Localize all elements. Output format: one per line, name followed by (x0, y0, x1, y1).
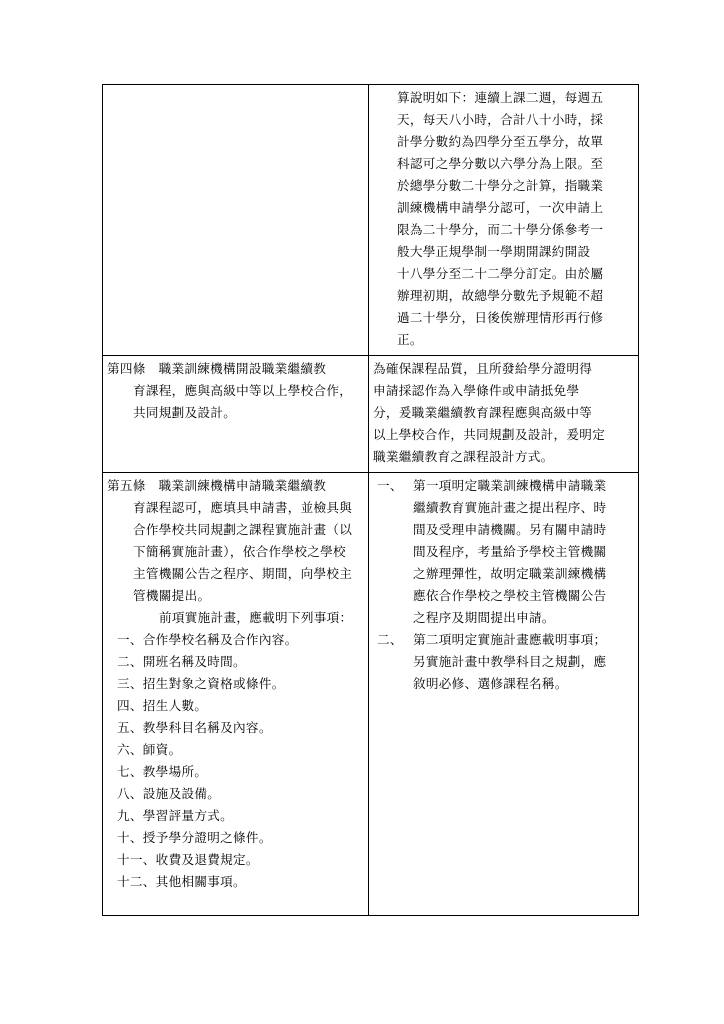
text-line: 限為二十學分，而二十學分係參考一 (397, 222, 604, 237)
text-line: 繼續教育實施計畫之提出程序、時 (413, 500, 607, 515)
explanation-item (373, 629, 634, 651)
text-line: 之程序及期間提出申請。 (413, 610, 555, 625)
text-line: 般大學正規學制一學期開課約開設 (397, 244, 591, 259)
text-line: 以上學校合作，共同規劃及設計，爰明定 (373, 427, 606, 442)
article-4-line: 育課程，應與高級中等以上學校合作， (133, 383, 353, 398)
text-line: 間及受理申請機關。另有關申請時 (413, 522, 607, 537)
item-number: 一、 (377, 478, 403, 493)
article-text (103, 473, 368, 897)
article-5-line: 育課程認可，應填具申請書，並檢具與 (133, 500, 353, 515)
text-line: 於總學分數二十學分之計算，指職業 (397, 178, 604, 193)
text-line: 申請採認作為入學條件或申請抵免學 (373, 383, 580, 398)
article-5-line: 主管機關公告之程序、期間，向學校主 (133, 566, 353, 581)
item-number: 二、 (377, 632, 403, 647)
explanation-cell (369, 356, 639, 473)
table-row (103, 85, 639, 356)
text-line: 另實施計畫中教學科目之規劃，應 (413, 654, 607, 669)
text-line: 分，爰職業繼續教育課程應與高級中等 (373, 405, 593, 420)
table-row (103, 473, 639, 916)
text-line: 十八學分至二十二學分訂定。由於屬 (397, 266, 604, 281)
list-item: 十二、其他相關事項。 (117, 874, 246, 889)
text-line: 計學分數約為四學分至五學分，故單 (397, 134, 604, 149)
article-4-line: 共同規劃及設計。 (133, 405, 237, 420)
explanation-cell (369, 473, 639, 916)
list-item: 十、授予學分證明之條件。 (117, 830, 272, 845)
list-item: 九、學習評量方式。 (117, 808, 234, 823)
text-line: 辦理初期，故總學分數先予規範不超 (397, 288, 604, 303)
article-text (103, 356, 368, 428)
text-line: 為確保課程品質，且所發給學分證明得 (373, 361, 593, 376)
list-item: 八、設施及設備。 (117, 786, 221, 801)
text-line: 應依合作學校之學校主管機關公告 (413, 588, 607, 603)
text-line: 天，每天八小時，合計八十小時，採 (397, 112, 604, 127)
article-cell (103, 356, 369, 473)
text-line: 第二項明定實施計畫應載明事項； (413, 632, 607, 647)
explanation-cell (369, 85, 639, 356)
text-line: 敘明必修、選修課程名稱。 (413, 676, 568, 691)
list-item: 二、開班名稱及時間。 (117, 654, 246, 669)
list-item: 四、招生人數。 (117, 698, 208, 713)
list-item: 一、合作學校名稱及合作內容。 (117, 632, 298, 647)
explanation-item (373, 475, 634, 497)
article-4-line: 第四條 職業訓練機構開設職業繼續教 (107, 361, 327, 376)
article-cell (103, 85, 369, 356)
text-line: 間及程序，考量給予學校主管機關 (413, 544, 607, 559)
text-line: 職業繼續教育之課程設計方式。 (373, 449, 554, 464)
comparison-table (102, 84, 639, 916)
paragraph-intro: 前項實施計畫，應載明下列事項： (159, 610, 353, 625)
text-line: 科認可之學分數以六學分為上限。至 (397, 156, 604, 171)
article-cell (103, 473, 369, 916)
list-item: 十一、收費及退費規定。 (117, 852, 259, 867)
article-5-line: 第五條 職業訓練機構申請職業繼續教 (107, 478, 327, 493)
article-5-line: 合作學校共同規劃之課程實施計畫（以 (133, 522, 353, 537)
explanation-text (369, 85, 638, 355)
list-item: 五、教學科目名稱及內容。 (117, 720, 272, 735)
text-line: 之辦理彈性，故明定職業訓練機構 (413, 566, 607, 581)
text-line: 正。 (397, 332, 423, 347)
article-5-line: 管機關提出。 (133, 588, 211, 603)
list-item: 三、招生對象之資格或條件。 (117, 676, 285, 691)
text-line: 算說明如下：連續上課二週，每週五 (397, 90, 604, 105)
text-line: 第一項明定職業訓練機構申請職業 (413, 478, 607, 493)
table-row (103, 356, 639, 473)
list-item: 七、教學場所。 (117, 764, 208, 779)
text-line: 過二十學分，日後俟辦理情形再行修 (397, 310, 604, 325)
text-line: 訓練機構申請學分認可，一次申請上 (397, 200, 604, 215)
explanation-text (369, 473, 638, 699)
article-5-line: 下簡稱實施計畫），依合作學校之學校 (133, 544, 346, 559)
explanation-text (369, 356, 638, 472)
list-item: 六、師資。 (117, 742, 182, 757)
article-text (103, 85, 368, 91)
